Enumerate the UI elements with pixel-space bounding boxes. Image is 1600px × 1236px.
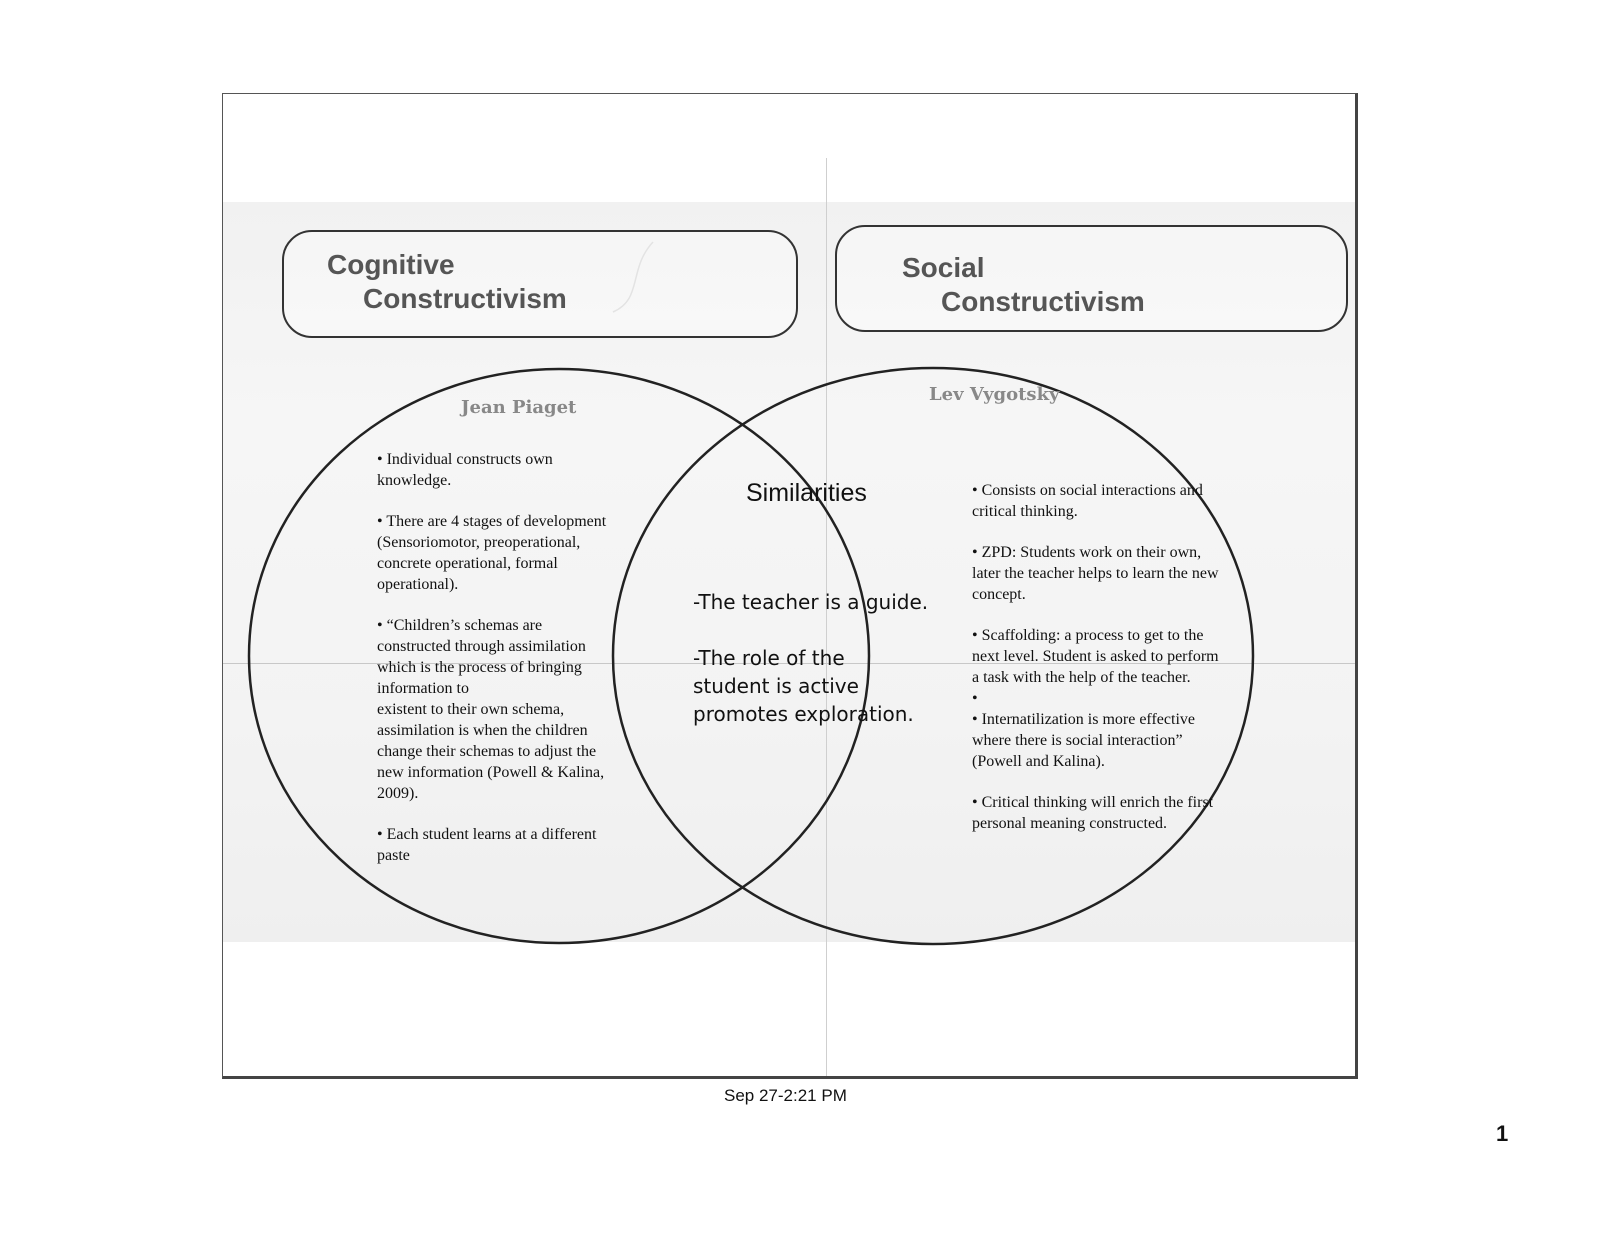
right-bullet-4: • Internatilization is more effective where there is social interaction” (Powell and Kalina). [972, 711, 1195, 770]
right-bullet-2: • ZPD: Students work on their own, later the teacher helps to learn the new concept. [972, 544, 1219, 603]
social-title-line1: Social [902, 252, 985, 283]
social-title-line2: Constructivism [941, 286, 1145, 317]
similarity-point-2-line2: student is active [693, 674, 859, 698]
slide-frame [222, 93, 1358, 1079]
page-number: 1 [1496, 1121, 1509, 1146]
right-bullet-3: • Scaffolding: a process to get to the next level. Student is asked to perform a task with the help of the teacher. • [972, 627, 1219, 707]
timestamp: Sep 27-2:21 PM [724, 1086, 847, 1105]
similarities-title: Similarities [746, 479, 867, 507]
similarity-point-2-line1: -The role of the [693, 646, 845, 670]
left-bullet-3: • “Children’s schemas are constructed through assimilation which is the process of bringing information to existent to their own schema, assimilation is when the children change their schemas to adjust the new information (Powell & Kalina, 2009). [377, 617, 605, 802]
right-bullet-list [972, 480, 1292, 854]
cognitive-title-line1: Cognitive [327, 249, 455, 280]
left-bullet-2: • There are 4 stages of development (Sensoriomotor, preoperational, concrete operational, formal operational). [377, 513, 607, 593]
left-bullet-list [377, 449, 677, 886]
right-bullet-5: • Critical thinking will enrich the first personal meaning constructed. [972, 794, 1214, 832]
left-bullet-1: • Individual constructs own knowledge. [377, 451, 553, 489]
cognitive-title-line2: Constructivism [363, 283, 567, 314]
left-author: Jean Piaget [461, 397, 577, 418]
similarity-point-1: -The teacher is a guide. [693, 590, 929, 614]
left-bullet-4: • Each student learns at a different paste [377, 826, 597, 864]
similarity-point-2-line3: promotes exploration. [693, 702, 914, 726]
right-author: Lev Vygotsky [929, 384, 1060, 405]
right-bullet-1: • Consists on social interactions and critical thinking. [972, 482, 1203, 520]
